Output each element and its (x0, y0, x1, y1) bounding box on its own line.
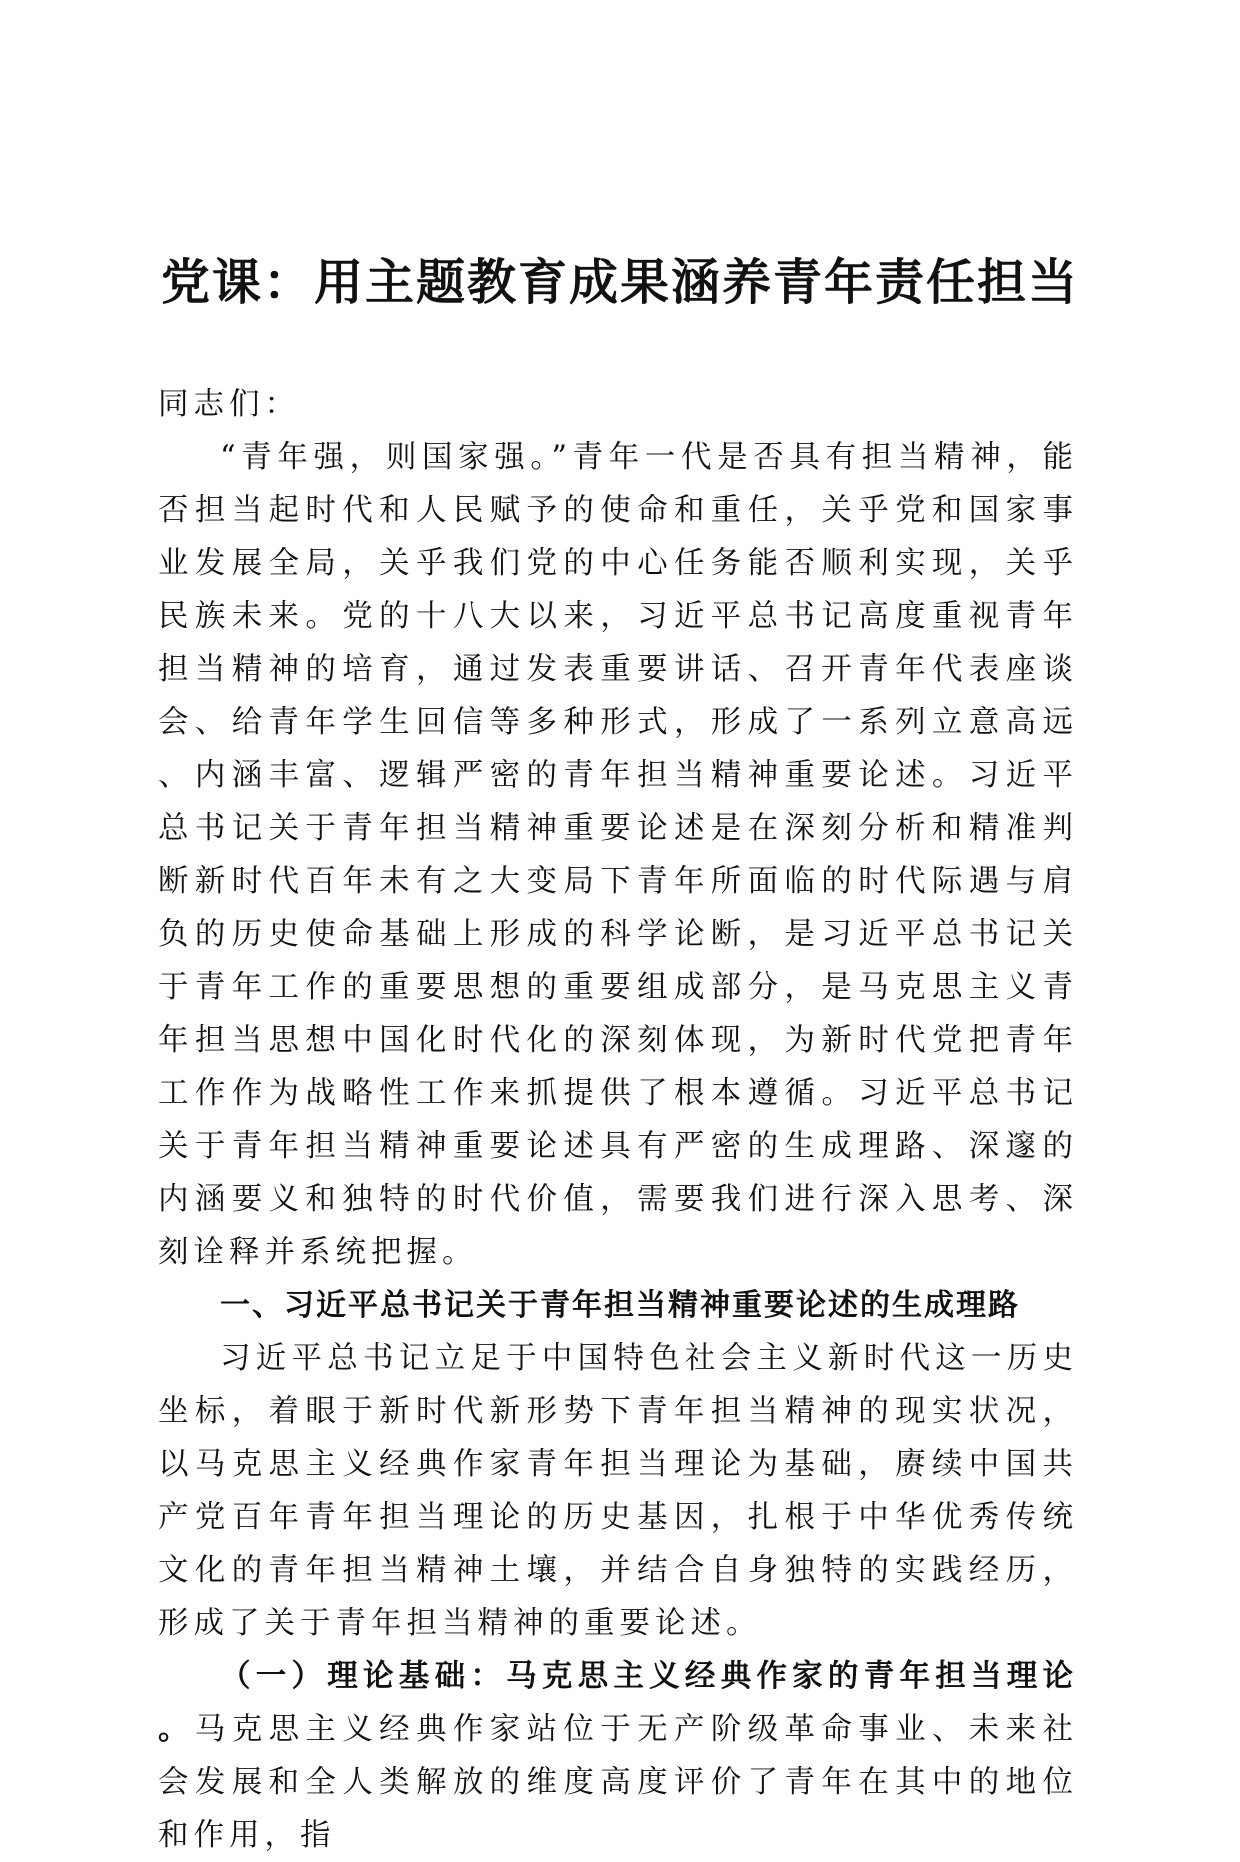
paragraph-theory-basis-text: 马克思主义经典作家站位于无产阶级革命事业、未来社会发展和全人类解放的维度高度评价了青年在其中的地位和作用，指 (158, 1712, 1079, 1853)
subheading-theory-basis: （一）理论基础：马克思主义经典作家的青年担当理论。 (158, 1658, 1078, 1747)
document-body (158, 378, 1078, 1862)
section-heading-1: 一、习近平总书记关于青年担当精神重要论述的生成理路 (220, 1288, 1020, 1323)
salutation: 同志们： (158, 387, 300, 422)
paragraph-section-1: 习近平总书记立足于中国特色社会主义新时代这一历史坐标，着眼于新时代新形势下青年担当精神的现实状况，以马克思主义经典作家青年担当理论为基础，赓续中国共产党百年青年担当理论的历史基因，扎根于中华优秀传统文化的青年担当精神土壤，并结合自身独特的实践经历，形成了关于青年担当精神的重要论述。 (158, 1341, 1078, 1641)
document-title: 党课：用主题教育成果涵养青年责任担当 (160, 253, 1079, 311)
paragraph-intro: “青年强，则国家强。”青年一代是否具有担当精神，能否担当起时代和人民赋予的使命和重任，关乎党和国家事业发展全局，关乎我们党的中心任务能否顺利实现，关乎民族未来。党的十八大以来，习近平总书记高度重视青年担当精神的培育，通过发表重要讲话、召开青年代表座谈会、给青年学生回信等多种形式，形成了一系列立意高远、内涵丰富、逻辑严密的青年担当精神重要论述。习近平总书记关于青年担当精神重要论述是在深刻分析和精准判断新时代百年未有之大变局下青年所面临的时代际遇与肩负的历史使命基础上形成的科学论断，是习近平总书记关于青年工作的重要思想的重要组成部分，是马克思主义青年担当思想中国化时代化的深刻体现，为新时代党把青年工作作为战略性工作来抓提供了根本遵循。习近平总书记关于青年担当精神重要论述具有严密的生成理路、深邃的内涵要义和独特的时代价值，需要我们进行深入思考、深刻诠释并系统把握。 (158, 440, 1078, 1270)
paragraph-theory-basis (158, 1650, 1078, 1862)
